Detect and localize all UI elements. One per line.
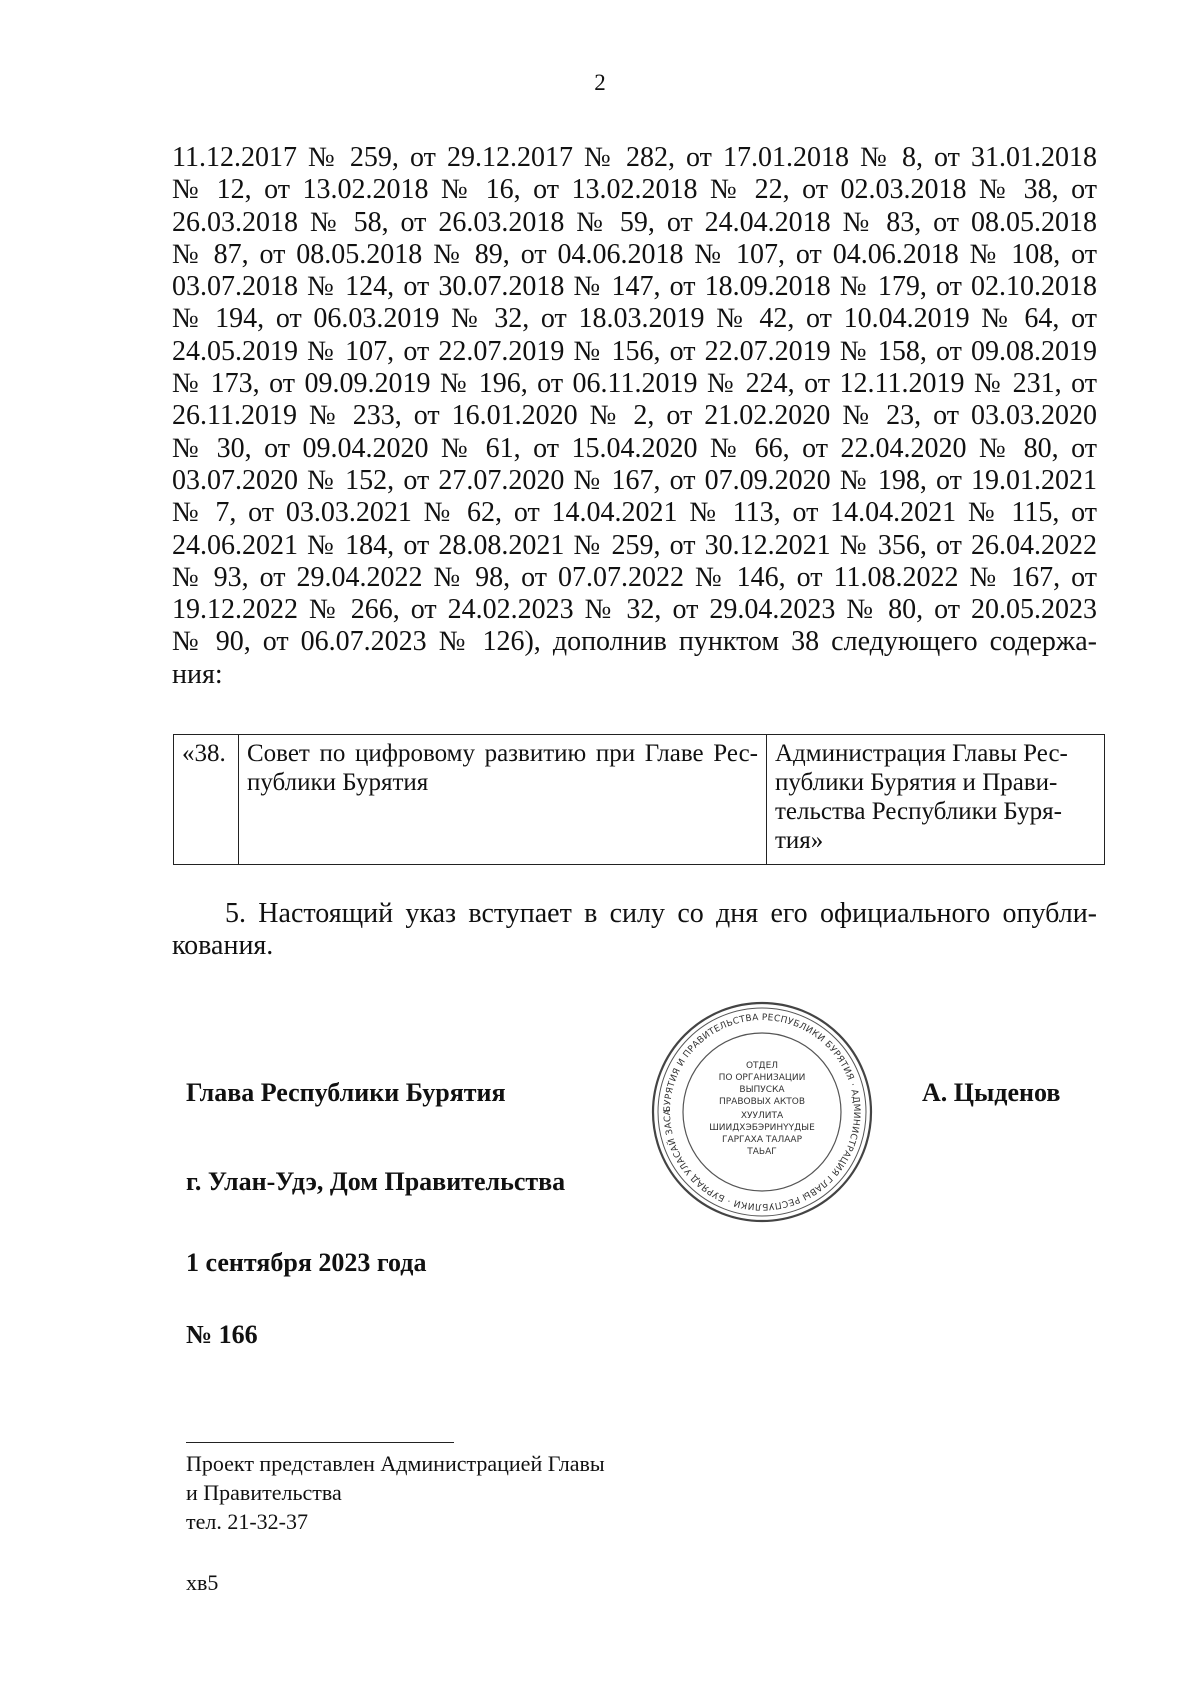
body-line: 24.05.2019 № 107, от 22.07.2019 № 156, от 22.07.2019 № 158, от 09.08.2019 [172, 335, 1097, 367]
body-line: № 194, от 06.03.2019 № 32, от 18.03.2019 № 42, от 10.04.2019 № 64, от [172, 303, 1097, 335]
body-line: № 30, от 09.04.2020 № 61, от 15.04.2020 № 66, от 22.04.2020 № 80, от [172, 432, 1097, 464]
body-line: 26.03.2018 № 58, от 26.03.2018 № 59, от 24.04.2018 № 83, от 08.05.2018 [172, 206, 1097, 238]
official-seal [650, 1000, 874, 1224]
org-line: Администрация Главы Рес- [775, 740, 1068, 767]
body-line: № 173, от 09.09.2019 № 196, от 06.11.2019 № 224, от 12.11.2019 № 231, от [172, 368, 1097, 400]
seal-inner-line: ГАРГАХА ТАЛААР [721, 1135, 803, 1145]
body-line: № 12, от 13.02.2018 № 16, от 13.02.2018 № 22, от 02.03.2018 № 38, от [172, 174, 1097, 206]
table-row [174, 735, 1105, 865]
body-line: № 87, от 08.05.2018 № 89, от 04.06.2018 № 107, от 04.06.2018 № 108, от [172, 238, 1097, 270]
item-name-line: публики Бурятия [247, 769, 429, 796]
clause-5 [172, 898, 1097, 963]
document-code: хв5 [186, 1570, 219, 1595]
org-line: тельства Республики Буря- [775, 798, 1062, 825]
body-line: № 90, от 06.07.2023 № 126), дополнив пунктом 38 следующего содержа- [172, 626, 1097, 658]
body-text [172, 142, 1097, 691]
signing-date: 1 сентября 2023 года [186, 1248, 427, 1277]
footnote [186, 1449, 605, 1536]
footnote-line: и Правительства [186, 1480, 342, 1505]
org-line: тия» [775, 827, 824, 854]
footnote-line: Проект представлен Администрацией Главы [186, 1451, 605, 1476]
decree-number: № 166 [186, 1320, 258, 1349]
amendment-table [173, 734, 1105, 865]
footnote-divider [186, 1442, 454, 1443]
body-line: ния: [172, 658, 223, 690]
signatory-position: Глава Республики Бурятия [186, 1078, 506, 1107]
seal-outer-text: БУРЯТИЯ И ПРАВИТЕЛЬСТВА РЕСПУБЛИКИ БУРЯТИЯ · АДМИНИСТРАЦИЯ ГЛАВЫ РЕСПУБЛИКИ · БУРЯАД УЛАСАЙ ЗАСА [662, 1012, 862, 1212]
body-line: 03.07.2018 № 124, от 30.07.2018 № 147, от 18.09.2018 № 179, от 02.10.2018 [172, 271, 1097, 303]
seal-inner-line: ВЫПУСКА [739, 1085, 785, 1095]
body-line: 24.06.2021 № 184, от 28.08.2021 № 259, от 30.12.2021 № 356, от 26.04.2022 [172, 529, 1097, 561]
signatory-name: А. Цыденов [922, 1078, 1061, 1107]
seal-inner-line: ХУУЛИТА [740, 1111, 784, 1121]
clause-line: кования. [172, 930, 274, 962]
seal-inner-line: ПРАВОВЫХ АКТОВ [718, 1097, 806, 1107]
body-line: 26.11.2019 № 233, от 16.01.2020 № 2, от 21.02.2020 № 23, от 03.03.2020 [172, 400, 1097, 432]
body-line: 11.12.2017 № 259, от 29.12.2017 № 282, от 17.01.2018 № 8, от 31.01.2018 [172, 142, 1097, 173]
org-line: публики Бурятия и Прави- [775, 769, 1058, 796]
item-name-line: Совет по цифровому развитию при Главе Рес- [247, 740, 758, 767]
body-line: 03.07.2020 № 152, от 27.07.2020 № 167, от 07.09.2020 № 198, от 19.01.2021 [172, 464, 1097, 496]
seal-inner-line: ТАЬАГ [747, 1147, 777, 1157]
seal-inner-line: ШИИДХЭБЭРИНҮҮДЫЕ [709, 1123, 815, 1133]
footnote-line: тел. 21-32-37 [186, 1509, 309, 1534]
seal-graphic [650, 1000, 874, 1224]
body-line: № 93, от 29.04.2022 № 98, от 07.07.2022 № 146, от 11.08.2022 № 167, от [172, 561, 1097, 593]
clause-line: 5. Настоящий указ вступает в силу со дня его официального опубли- [225, 898, 1097, 929]
item-number-cell: «38. [174, 735, 239, 865]
item-name-cell [239, 735, 767, 865]
page-number: 2 [594, 70, 606, 95]
body-line: 19.12.2022 № 266, от 24.02.2023 № 32, от 29.04.2023 № 80, от 20.05.2023 [172, 594, 1097, 626]
seal-inner-line: ОТДЕЛ [745, 1061, 779, 1071]
signing-place: г. Улан-Удэ, Дом Правительства [186, 1167, 566, 1196]
responsible-org-cell [767, 735, 1105, 865]
body-line: № 7, от 03.03.2021 № 62, от 14.04.2021 № 113, от 14.04.2021 № 115, от [172, 497, 1097, 529]
seal-inner-line: ПО ОРГАНИЗАЦИИ [718, 1073, 806, 1083]
